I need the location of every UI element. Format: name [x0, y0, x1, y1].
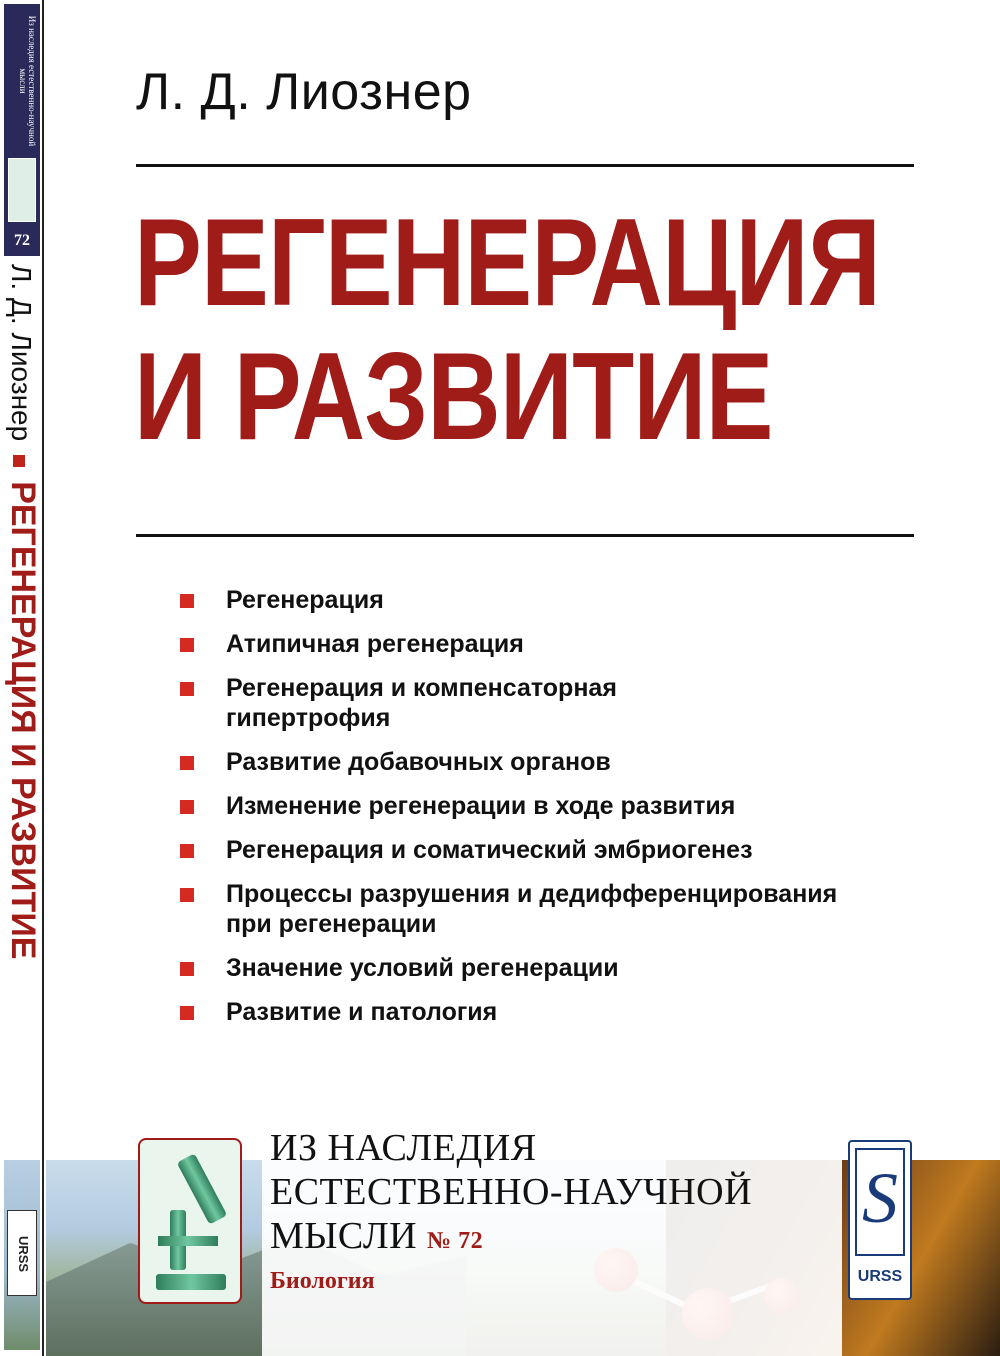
- book-title: [134, 194, 881, 466]
- contents-item: Развитие и патология: [180, 997, 900, 1027]
- bullet-icon: [180, 888, 194, 902]
- series-field: Биология: [270, 1268, 375, 1294]
- bullet-icon: [180, 638, 194, 652]
- spine-publisher-name: URSS: [16, 1235, 31, 1273]
- contents-item: Регенерация: [180, 585, 900, 615]
- book-title-line-1: РЕГЕНЕРАЦИЯ: [134, 194, 881, 332]
- series-title: [270, 1126, 752, 1263]
- spine-series-label: [10, 6, 36, 156]
- series-title-line-1: ИЗ НАСЛЕДИЯ: [270, 1127, 537, 1169]
- bullet-icon: [180, 1006, 194, 1020]
- spine-title-area: [4, 264, 42, 1164]
- top-divider: [136, 164, 914, 167]
- microscope-stage: [158, 1236, 218, 1246]
- contents-item: Развитие добавочных органов: [180, 747, 900, 777]
- publisher-logo-frame: [855, 1148, 905, 1256]
- spine-publisher-logo: [7, 1210, 37, 1296]
- book-spine: [0, 0, 44, 1356]
- book-title-line-2: И РАЗВИТИЕ: [134, 328, 773, 466]
- contents-item: Значение условий регенерации: [180, 953, 900, 983]
- spine-microscope-icon: [8, 158, 36, 222]
- contents-item: Атипичная регенерация: [180, 629, 900, 659]
- bullet-icon: [180, 594, 194, 608]
- series-number: № 72: [427, 1228, 484, 1254]
- series-title-line-2: ЕСТЕСТВЕННО-НАУЧНОЙ: [270, 1171, 753, 1213]
- bullet-icon: [180, 800, 194, 814]
- spine-title: [4, 264, 42, 1164]
- spine-book-title: РЕГЕНЕРАЦИЯ И РАЗВИТИЕ: [4, 481, 42, 960]
- publisher-logo-symbol: S: [862, 1158, 898, 1238]
- contents-item: Регенерация и соматический эмбриогенез: [180, 835, 900, 865]
- publisher-name: URSS: [857, 1268, 903, 1285]
- bullet-icon: [180, 682, 194, 696]
- contents-item: Регенерация и компенсаторная гипертрофия: [180, 673, 700, 733]
- contents-list: [180, 585, 900, 1041]
- spine-author: Л. Д. Лиознер: [6, 264, 37, 442]
- author-name: Л. Д. Лиознер: [136, 63, 472, 121]
- microscope-base: [156, 1274, 226, 1290]
- contents-item: Изменение регенерации в ходе развития: [180, 791, 900, 821]
- bullet-icon: [180, 756, 194, 770]
- microscope-icon: [138, 1138, 242, 1304]
- bottom-divider: [136, 534, 914, 537]
- contents-item: Процессы разрушения и дедифференцирования при регенерации: [180, 879, 860, 939]
- spine-separator-icon: [13, 455, 25, 467]
- publisher-logo: [848, 1140, 912, 1300]
- bullet-icon: [180, 962, 194, 976]
- spine-series-text: Из наследия естественно-научной мысли: [18, 15, 37, 147]
- series-title-line-3: МЫСЛИ № 72: [270, 1215, 484, 1257]
- spine-series-number: 72: [14, 232, 30, 249]
- bullet-icon: [180, 844, 194, 858]
